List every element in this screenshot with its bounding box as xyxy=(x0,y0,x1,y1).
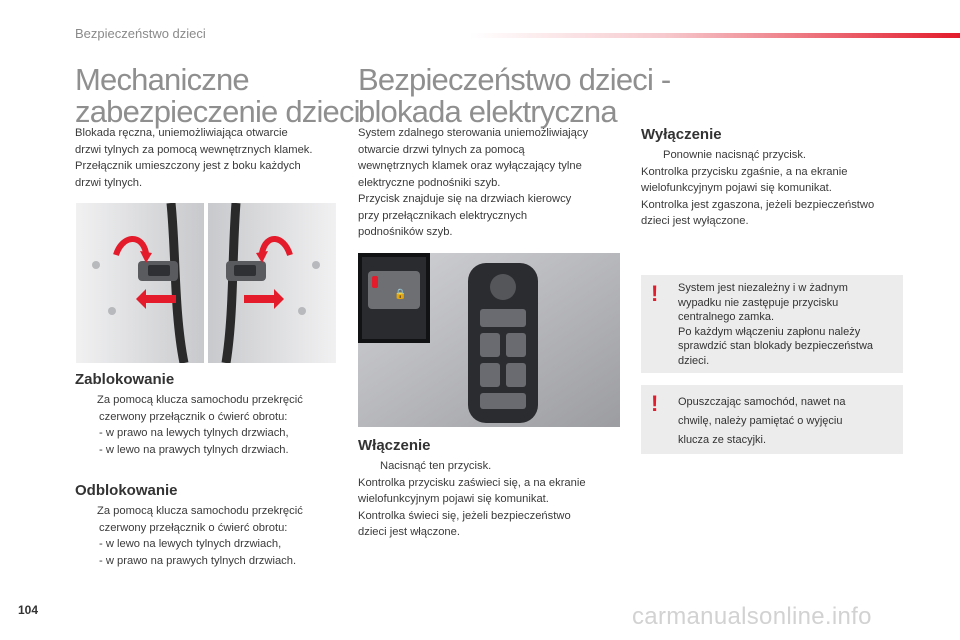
title-line: zabezpieczenie dzieci xyxy=(75,94,360,129)
text-line: Przycisk znajduje się na drzwiach kierowcy xyxy=(358,193,572,205)
bullet-icon xyxy=(358,458,380,475)
title-line: blokada elektryczna xyxy=(358,94,617,129)
warning-note-independent xyxy=(641,275,903,373)
text-line: Blokada ręczna, uniemożliwiająca otwarcie xyxy=(75,127,288,139)
text-line: System zdalnego sterowania uniemożliwiający xyxy=(358,127,589,139)
bullet-item xyxy=(75,392,303,409)
lock-heading: Zablokowanie xyxy=(75,371,175,388)
text-line: Kontrolka świeci się, jeżeli bezpieczeństwo xyxy=(358,509,571,522)
door-lock-photo xyxy=(76,203,336,363)
off-instructions xyxy=(641,147,874,230)
warning-text xyxy=(678,281,873,368)
text-line: podnośników szyb. xyxy=(358,226,453,238)
text-line: Za pomocą klucza samochodu przekręcić xyxy=(97,505,303,517)
text-line: klucza ze stacyjki. xyxy=(678,434,767,446)
text-line: wewnętrznych klamek oraz wyłączający tylne xyxy=(358,160,582,172)
bullet-icon xyxy=(75,392,97,409)
text-line: centralnego zamka. xyxy=(678,311,774,323)
text-line: drzwi tylnych. xyxy=(75,176,143,189)
bullet-item xyxy=(358,458,586,475)
text-line: Kontrolka przycisku zaświeci się, a na ekranie xyxy=(358,476,586,489)
warning-icon: ! xyxy=(651,281,659,306)
page-number: 104 xyxy=(18,603,39,617)
title-line: Mechaniczne xyxy=(75,62,249,97)
warning-icon: ! xyxy=(651,391,659,416)
text-line: Kontrolka jest zgaszona, jeżeli bezpieczeństwo xyxy=(641,198,875,211)
warning-note-key xyxy=(641,385,903,454)
bullet-icon xyxy=(75,503,97,520)
text-line: Opuszczając samochód, nawet na xyxy=(678,396,846,408)
watermark: carmanualsonline.info xyxy=(632,603,872,630)
text-line: Za pomocą klucza samochodu przekręcić xyxy=(97,394,303,406)
door-lock-illustration xyxy=(76,203,336,363)
page-header-title: Bezpieczeństwo dzieci xyxy=(75,26,206,41)
on-instructions xyxy=(358,458,586,541)
bullet-item xyxy=(641,147,874,164)
lock-instructions xyxy=(75,392,303,458)
window-switch-illustration xyxy=(358,253,620,427)
middle-section-title xyxy=(358,64,670,128)
window-switch-photo xyxy=(358,253,620,427)
left-intro xyxy=(75,125,313,191)
text-line: elektryczne podnośniki szyb. xyxy=(358,176,501,189)
text-line: - w lewo na prawych tylnych drzwiach. xyxy=(99,443,289,456)
text-line: czerwony przełącznik o ćwierć obrotu: xyxy=(99,410,288,423)
svg-text:🔒: 🔒 xyxy=(394,289,407,300)
unlock-heading: Odblokowanie xyxy=(75,482,178,499)
bullet-icon xyxy=(641,147,663,164)
middle-intro xyxy=(358,125,588,241)
text-line: dzieci jest włączone. xyxy=(358,526,460,538)
text-line: System jest niezależny i w żadnym xyxy=(678,282,848,294)
text-line: dzieci. xyxy=(678,354,710,367)
text-line: wielofunkcyjnym pojawi się komunikat. xyxy=(358,493,549,505)
off-heading: Wyłączenie xyxy=(641,126,722,143)
text-line: czerwony przełącznik o ćwierć obrotu: xyxy=(99,521,288,534)
text-line: Ponownie nacisnąć przycisk. xyxy=(663,149,807,161)
warning-text xyxy=(678,393,846,450)
text-line: chwilę, należy pamiętać o wyjęciu xyxy=(678,415,843,427)
text-line: otwarcie drzwi tylnych za pomocą xyxy=(358,143,525,156)
text-line: przy przełącznikach elektrycznych xyxy=(358,209,528,222)
header-accent-bar xyxy=(470,33,960,38)
text-line: dzieci jest wyłączone. xyxy=(641,215,749,227)
text-line: drzwi tylnych za pomocą wewnętrznych klamek. xyxy=(75,143,313,156)
unlock-instructions xyxy=(75,503,303,569)
on-heading: Włączenie xyxy=(358,437,431,454)
bullet-item xyxy=(75,503,303,520)
text-line: sprawdzić stan blokady bezpieczeństwa xyxy=(678,340,874,352)
text-line: Kontrolka przycisku zgaśnie, a na ekranie xyxy=(641,165,848,178)
text-line: - w lewo na lewych tylnych drzwiach, xyxy=(99,538,282,550)
title-line: Bezpieczeństwo dzieci - xyxy=(358,62,671,97)
left-section-title xyxy=(75,64,360,128)
text-line: Przełącznik umieszczony jest z boku każdych xyxy=(75,160,301,172)
text-line: wielofunkcyjnym pojawi się komunikat. xyxy=(641,182,832,194)
text-line: - w prawo na lewych tylnych drzwiach, xyxy=(99,427,289,439)
text-line: - w prawo na prawych tylnych drzwiach. xyxy=(99,554,297,567)
text-line: Po każdym włączeniu zapłonu należy xyxy=(678,325,861,338)
text-line: wypadku nie zastępuje przycisku xyxy=(678,296,839,309)
text-line: Nacisnąć ten przycisk. xyxy=(380,460,492,472)
